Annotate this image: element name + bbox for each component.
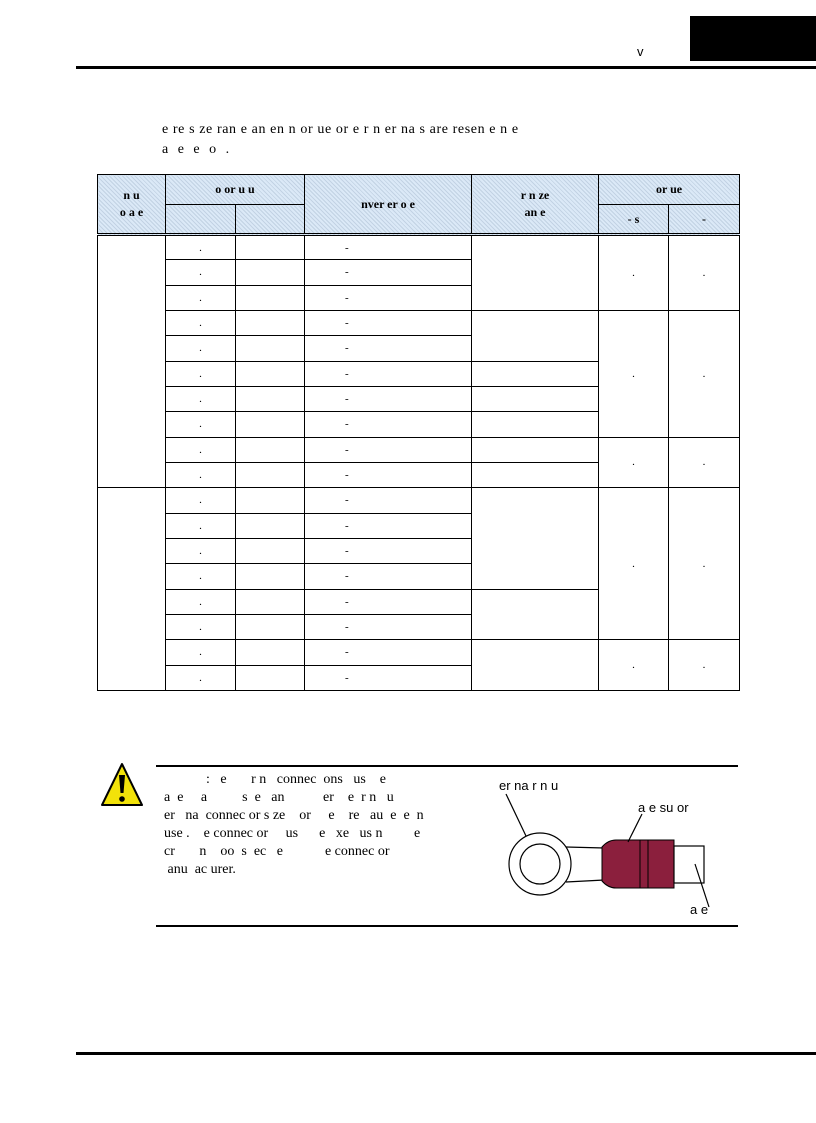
- wire-range-cell: [472, 488, 599, 589]
- torque-b-cell: .: [669, 235, 740, 311]
- torque-b-cell: .: [669, 437, 740, 488]
- hp-cell: [236, 310, 305, 335]
- caution-line: anu ac urer.: [157, 862, 236, 877]
- caution-line: : e r n connec ons us e: [157, 772, 387, 787]
- col-motor-output-a: [166, 205, 236, 235]
- input-voltage-group-1: [98, 235, 166, 488]
- header-rule: [76, 66, 816, 69]
- model-cell: -: [305, 336, 472, 361]
- model-cell: -: [305, 310, 472, 335]
- kw-cell: .: [166, 386, 236, 411]
- caution-line: use . e connec or us e xe us n e: [157, 826, 421, 841]
- torque-b-cell: .: [669, 640, 740, 691]
- model-cell: -: [305, 361, 472, 386]
- table-row: [98, 310, 740, 335]
- kw-cell: .: [166, 640, 236, 665]
- kw-cell: .: [166, 513, 236, 538]
- torque-a-cell: .: [599, 235, 669, 311]
- model-cell: -: [305, 589, 472, 614]
- wire-range-cell: [472, 386, 599, 411]
- kw-cell: .: [166, 310, 236, 335]
- torque-a-cell: .: [599, 640, 669, 691]
- col-wiring-size-range: [472, 175, 599, 235]
- wiring-torque-table: [97, 174, 740, 691]
- torque-b-cell: .: [669, 488, 740, 640]
- hp-cell: [236, 614, 305, 639]
- wire-range-cell: [472, 589, 599, 640]
- wire-range-cell: [472, 412, 599, 437]
- col-torque-unit-b: -: [669, 205, 740, 235]
- label-cable: a e: [690, 902, 709, 917]
- hp-cell: [236, 640, 305, 665]
- kw-cell: .: [166, 462, 236, 487]
- hp-cell: [236, 285, 305, 310]
- kw-cell: .: [166, 412, 236, 437]
- model-cell: -: [305, 538, 472, 563]
- input-voltage-group-2: [98, 488, 166, 691]
- wire-range-cell: [472, 462, 599, 487]
- intro-line-1: e re s ze ran e an en n or ue or e r n er na s are resen e n e: [162, 122, 519, 137]
- caution-line: er na connec or s ze or e re au e e n: [157, 808, 424, 823]
- intro-line-2: a e e o .: [162, 142, 233, 157]
- warning-triangle-icon: [100, 762, 144, 808]
- model-cell: -: [305, 437, 472, 462]
- table-row: [98, 235, 740, 260]
- col-input-voltage: [98, 175, 166, 235]
- wire-range-cell: [472, 640, 599, 691]
- hp-cell: [236, 564, 305, 589]
- label-support: a e su or: [638, 800, 689, 815]
- torque-a-cell: .: [599, 488, 669, 640]
- model-cell: -: [305, 412, 472, 437]
- torque-a-cell: .: [599, 310, 669, 437]
- hp-cell: [236, 462, 305, 487]
- model-cell: -: [305, 513, 472, 538]
- model-cell: -: [305, 640, 472, 665]
- model-cell: -: [305, 260, 472, 285]
- wire-range-cell: [472, 361, 599, 386]
- wire-range-cell: [472, 235, 599, 311]
- model-cell: -: [305, 235, 472, 260]
- model-cell: -: [305, 665, 472, 690]
- col-input-voltage-l2: o a e: [119, 205, 144, 219]
- wire-range-cell: [472, 437, 599, 462]
- model-cell: -: [305, 386, 472, 411]
- model-cell: -: [305, 462, 472, 487]
- model-cell: -: [305, 564, 472, 589]
- hp-cell: [236, 589, 305, 614]
- hp-cell: [236, 488, 305, 513]
- hp-cell: [236, 412, 305, 437]
- hp-cell: [236, 538, 305, 563]
- col-motor-output-b: [236, 205, 305, 235]
- hp-cell: [236, 386, 305, 411]
- col-wiring-size-l2: an e: [524, 205, 546, 219]
- kw-cell: .: [166, 361, 236, 386]
- caution-rule-bottom: [156, 925, 738, 927]
- caution-rule-top: [156, 765, 738, 767]
- caution-line: a e a s e an er e r n u: [157, 790, 394, 805]
- kw-cell: .: [166, 336, 236, 361]
- hp-cell: [236, 665, 305, 690]
- wire-range-cell: [472, 310, 599, 361]
- col-motor-output: o or u u: [166, 175, 305, 205]
- ring-terminal-icon: [492, 772, 738, 922]
- col-input-voltage-l1: n u: [123, 188, 140, 202]
- label-terminal: er na r n u: [499, 778, 559, 793]
- footer-rule: [76, 1052, 816, 1055]
- kw-cell: .: [166, 235, 236, 260]
- col-torque: or ue: [599, 175, 740, 205]
- torque-a-cell: .: [599, 437, 669, 488]
- torque-b-cell: .: [669, 310, 740, 437]
- hp-cell: [236, 235, 305, 260]
- model-cell: -: [305, 614, 472, 639]
- kw-cell: .: [166, 437, 236, 462]
- hp-cell: [236, 260, 305, 285]
- kw-cell: .: [166, 614, 236, 639]
- kw-cell: .: [166, 564, 236, 589]
- ring-terminal-diagram: [492, 772, 738, 922]
- hp-cell: [236, 437, 305, 462]
- kw-cell: .: [166, 538, 236, 563]
- hp-cell: [236, 336, 305, 361]
- chapter-tab: [690, 16, 816, 61]
- kw-cell: .: [166, 488, 236, 513]
- kw-cell: .: [166, 665, 236, 690]
- kw-cell: .: [166, 260, 236, 285]
- kw-cell: .: [166, 589, 236, 614]
- col-wiring-size-l1: r n ze: [520, 188, 550, 202]
- hp-cell: [236, 361, 305, 386]
- running-header: v: [637, 44, 644, 59]
- table-row: [98, 488, 740, 513]
- table-row: [98, 437, 740, 462]
- hp-cell: [236, 513, 305, 538]
- col-torque-unit-a: - s: [599, 205, 669, 235]
- col-inverter-model: nver er o e: [305, 175, 472, 235]
- caution-text: [157, 771, 487, 879]
- model-cell: -: [305, 285, 472, 310]
- kw-cell: .: [166, 285, 236, 310]
- table-row: [98, 640, 740, 665]
- caution-line: cr n oo s ec e e connec or: [157, 844, 390, 859]
- model-cell: -: [305, 488, 472, 513]
